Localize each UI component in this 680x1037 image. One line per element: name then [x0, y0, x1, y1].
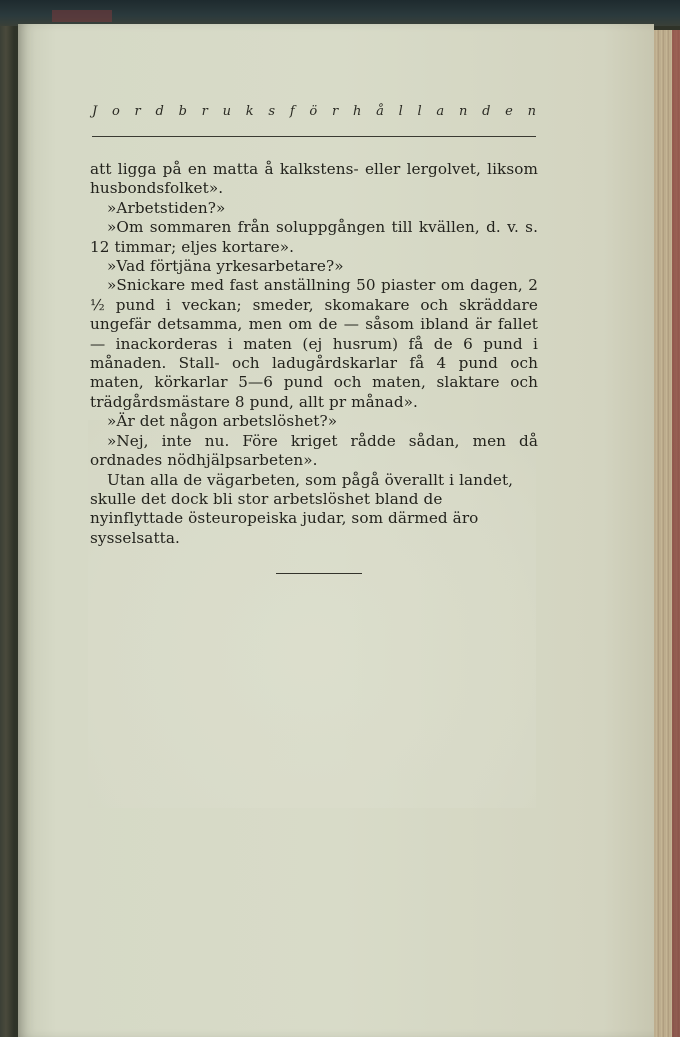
header-letter: r — [134, 104, 141, 119]
header-letter: J — [92, 104, 98, 119]
header-letter: n — [527, 104, 536, 119]
header-letter: l — [417, 104, 422, 119]
running-header — [92, 104, 536, 119]
book-top-edge — [0, 0, 680, 26]
red-bookmark-tab — [52, 10, 112, 22]
header-letter: n — [458, 104, 468, 119]
header-letter: f — [289, 104, 295, 119]
header-letter: s — [268, 104, 276, 119]
paragraph: »Nej, inte nu. Före kriget rådde sådan, men då ordnades nödhjälpsarbeten». — [90, 431, 538, 470]
body-text — [90, 160, 538, 548]
header-rule — [92, 136, 536, 137]
page-stack-edge — [650, 30, 680, 1037]
paragraph: »Arbetstiden?» — [107, 198, 226, 217]
paragraph: att ligga på en matta å kalkstens- eller lergolvet, liksom husbondsfolket». — [90, 160, 538, 198]
paragraph: Utan alla de vägarbeten, som pågå överallt i landet, skulle det dock bli stor arbetslöshet bland de nyinflyttade östeuropeiska judar, som därmed äro sysselsatta. — [90, 470, 514, 547]
red-binding-edge — [672, 30, 680, 1037]
header-letter: å — [376, 104, 384, 119]
paragraph: »Om sommaren från soluppgången till kvällen, d. v. s. 12 timmar; eljes kortare». — [90, 218, 538, 256]
paragraph: »Snickare med fast anställning 50 piaster om dagen, 2 ½ pund i veckan; smeder, skomakare och skräddare ungefär detsamma, men om de — såsom ibland är fallet — inackorderas i maten (ej husrum) få de 6 pund i månaden. Stall- och ladugårdskarlar få 4 pund och maten, körkarlar 5—6 pund och maten, slaktare och trädgårdsmästare 8 pund, allt pr månad». — [90, 276, 538, 411]
header-letter: a — [436, 104, 445, 119]
header-letter: e — [505, 104, 513, 119]
section-end-rule — [276, 573, 362, 574]
header-letter: o — [111, 104, 120, 119]
header-letter: r — [201, 104, 208, 119]
header-letter: d — [155, 104, 164, 119]
paragraph: »Vad förtjäna yrkesarbetare?» — [107, 257, 344, 276]
header-letter: b — [178, 104, 187, 119]
header-letter: r — [331, 104, 339, 119]
paragraph: »Är det någon arbetslöshet?» — [107, 412, 338, 431]
header-letter: ö — [309, 104, 318, 119]
header-letter: u — [222, 104, 232, 119]
header-letter: k — [245, 104, 254, 119]
header-letter: l — [398, 104, 403, 119]
header-letter: h — [352, 104, 362, 119]
header-letter: d — [482, 104, 491, 119]
